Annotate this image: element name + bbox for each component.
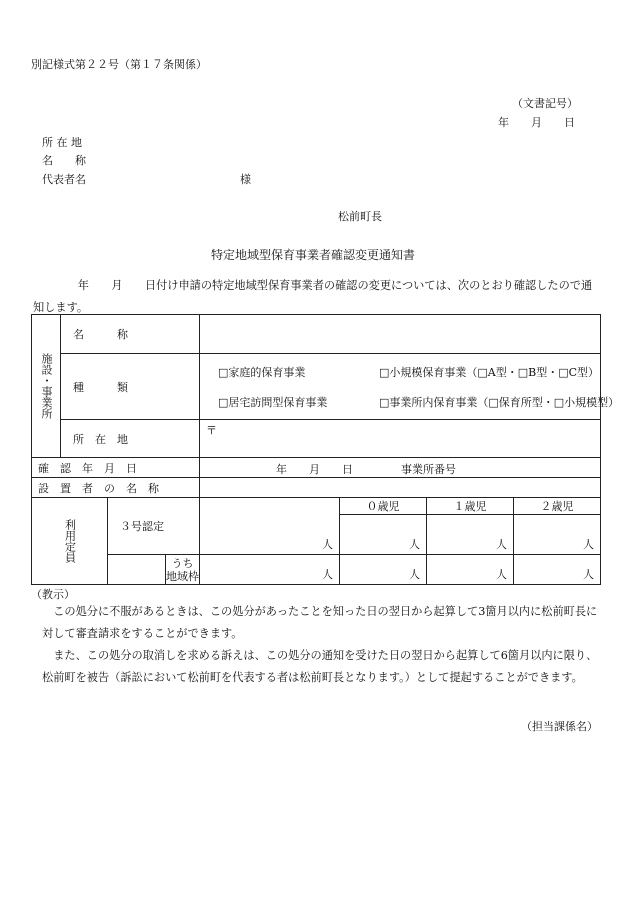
establisher-label-cell xyxy=(32,478,200,498)
type-label-cell xyxy=(61,354,200,420)
cert3-label-cell xyxy=(108,498,200,555)
postal-mark: 〒 xyxy=(206,424,217,437)
confirmation-table xyxy=(31,314,620,585)
cert3-label: ３号認定 xyxy=(120,520,164,533)
cert3-age2-cell xyxy=(514,515,601,555)
age-header-2: ２歳児 xyxy=(514,498,601,515)
facility-group-label: 施設・事業所 xyxy=(40,353,53,419)
confirm-date-label: 確 認 年 月 日 xyxy=(38,461,137,475)
name-label: 名 称 xyxy=(73,328,128,341)
unit-label: 人 xyxy=(322,568,333,581)
regional-quota-label-2: 地域枠 xyxy=(166,569,199,583)
unit-label: 人 xyxy=(583,538,594,551)
confirm-date-value: 年 月 日 xyxy=(276,462,353,476)
type-label: 種 類 xyxy=(73,380,128,394)
unit-label: 人 xyxy=(496,538,507,551)
confirm-date-value-cell xyxy=(200,458,601,478)
regional-quota-label-cell xyxy=(166,555,200,585)
cert3-total-unit: 人 xyxy=(322,538,333,551)
document-number: （文書記号） xyxy=(512,97,578,110)
regional-quota-label-1: うち xyxy=(171,556,194,570)
recipient-representative-label: 代表者名 xyxy=(42,173,86,186)
honorific: 様 xyxy=(240,173,251,186)
contact-department: （担当課係名） xyxy=(521,720,598,733)
unit-label: 人 xyxy=(496,568,507,581)
regional-age2-cell xyxy=(514,555,601,585)
cert3-age0-cell xyxy=(340,515,427,555)
sender-name: 松前町長 xyxy=(338,210,382,223)
establisher-label: 設 置 者 の 名 称 xyxy=(38,481,159,495)
cert3-age1-cell xyxy=(427,515,514,555)
type-options-cell xyxy=(200,354,620,420)
regional-total-cell xyxy=(200,555,340,585)
address-label: 所 在 地 xyxy=(73,432,128,446)
inner-spacer-cell xyxy=(108,555,166,585)
recipient-address-label: 所 在 地 xyxy=(42,136,82,149)
type-option-workplace[interactable]: □事業所内保育事業（□保育所型・□小規模型） xyxy=(379,396,620,409)
name-label-cell xyxy=(61,315,200,354)
issue-date: 年 月 日 xyxy=(498,116,575,129)
regional-age1-cell xyxy=(427,555,514,585)
notice-paragraph-1: この処分に不服があるときは、この処分があったことを知った日の翌日から起算して3箇月以内に松前町長に対して審査請求をすることができます。 xyxy=(42,605,598,640)
notice-paragraph-2: また、この処分の取消しを求める訴えは、この処分の通知を受けた日の翌日から起算して6箇月以内に限り、松前町を被告（訴訟において松前町を代表する者は松前町長となります。）として提起することができます。 xyxy=(42,649,598,684)
recipient-name-label: 名 称 xyxy=(42,154,86,167)
notice-heading: （教示） xyxy=(31,588,75,601)
name-value-cell xyxy=(200,315,601,354)
capacity-group-label: 利用定員 xyxy=(63,519,77,563)
age-header-0: ０歳児 xyxy=(340,498,427,515)
facility-group-cell xyxy=(32,315,61,458)
establisher-value-cell xyxy=(200,478,601,498)
unit-label: 人 xyxy=(583,568,594,581)
capacity-group-cell xyxy=(32,498,108,585)
cert3-total-cell xyxy=(200,498,340,555)
confirm-date-label-cell xyxy=(32,458,200,478)
type-option-home-visit[interactable]: □居宅訪問型保育事業 xyxy=(218,396,328,409)
age-header-1: １歳児 xyxy=(427,498,514,515)
office-number-label: 事業所番号 xyxy=(401,462,456,476)
address-value-cell xyxy=(200,420,601,458)
regional-age0-cell xyxy=(340,555,427,585)
type-option-family[interactable]: □家庭的保育事業 xyxy=(218,366,306,379)
unit-label: 人 xyxy=(409,538,420,551)
document-title: 特定地域型保育事業者確認変更通知書 xyxy=(211,248,416,262)
form-reference: 別記様式第２２号（第１７条関係） xyxy=(31,58,207,71)
address-label-cell xyxy=(61,420,200,458)
unit-label: 人 xyxy=(409,568,420,581)
intro-paragraph: 年 月 日付け申請の特定地域型保育事業者の確認の変更については、次のとおり確認したので通知します。 xyxy=(33,279,593,314)
type-option-small[interactable]: □小規模保育事業（□A型・□B型・□C型） xyxy=(379,366,600,379)
